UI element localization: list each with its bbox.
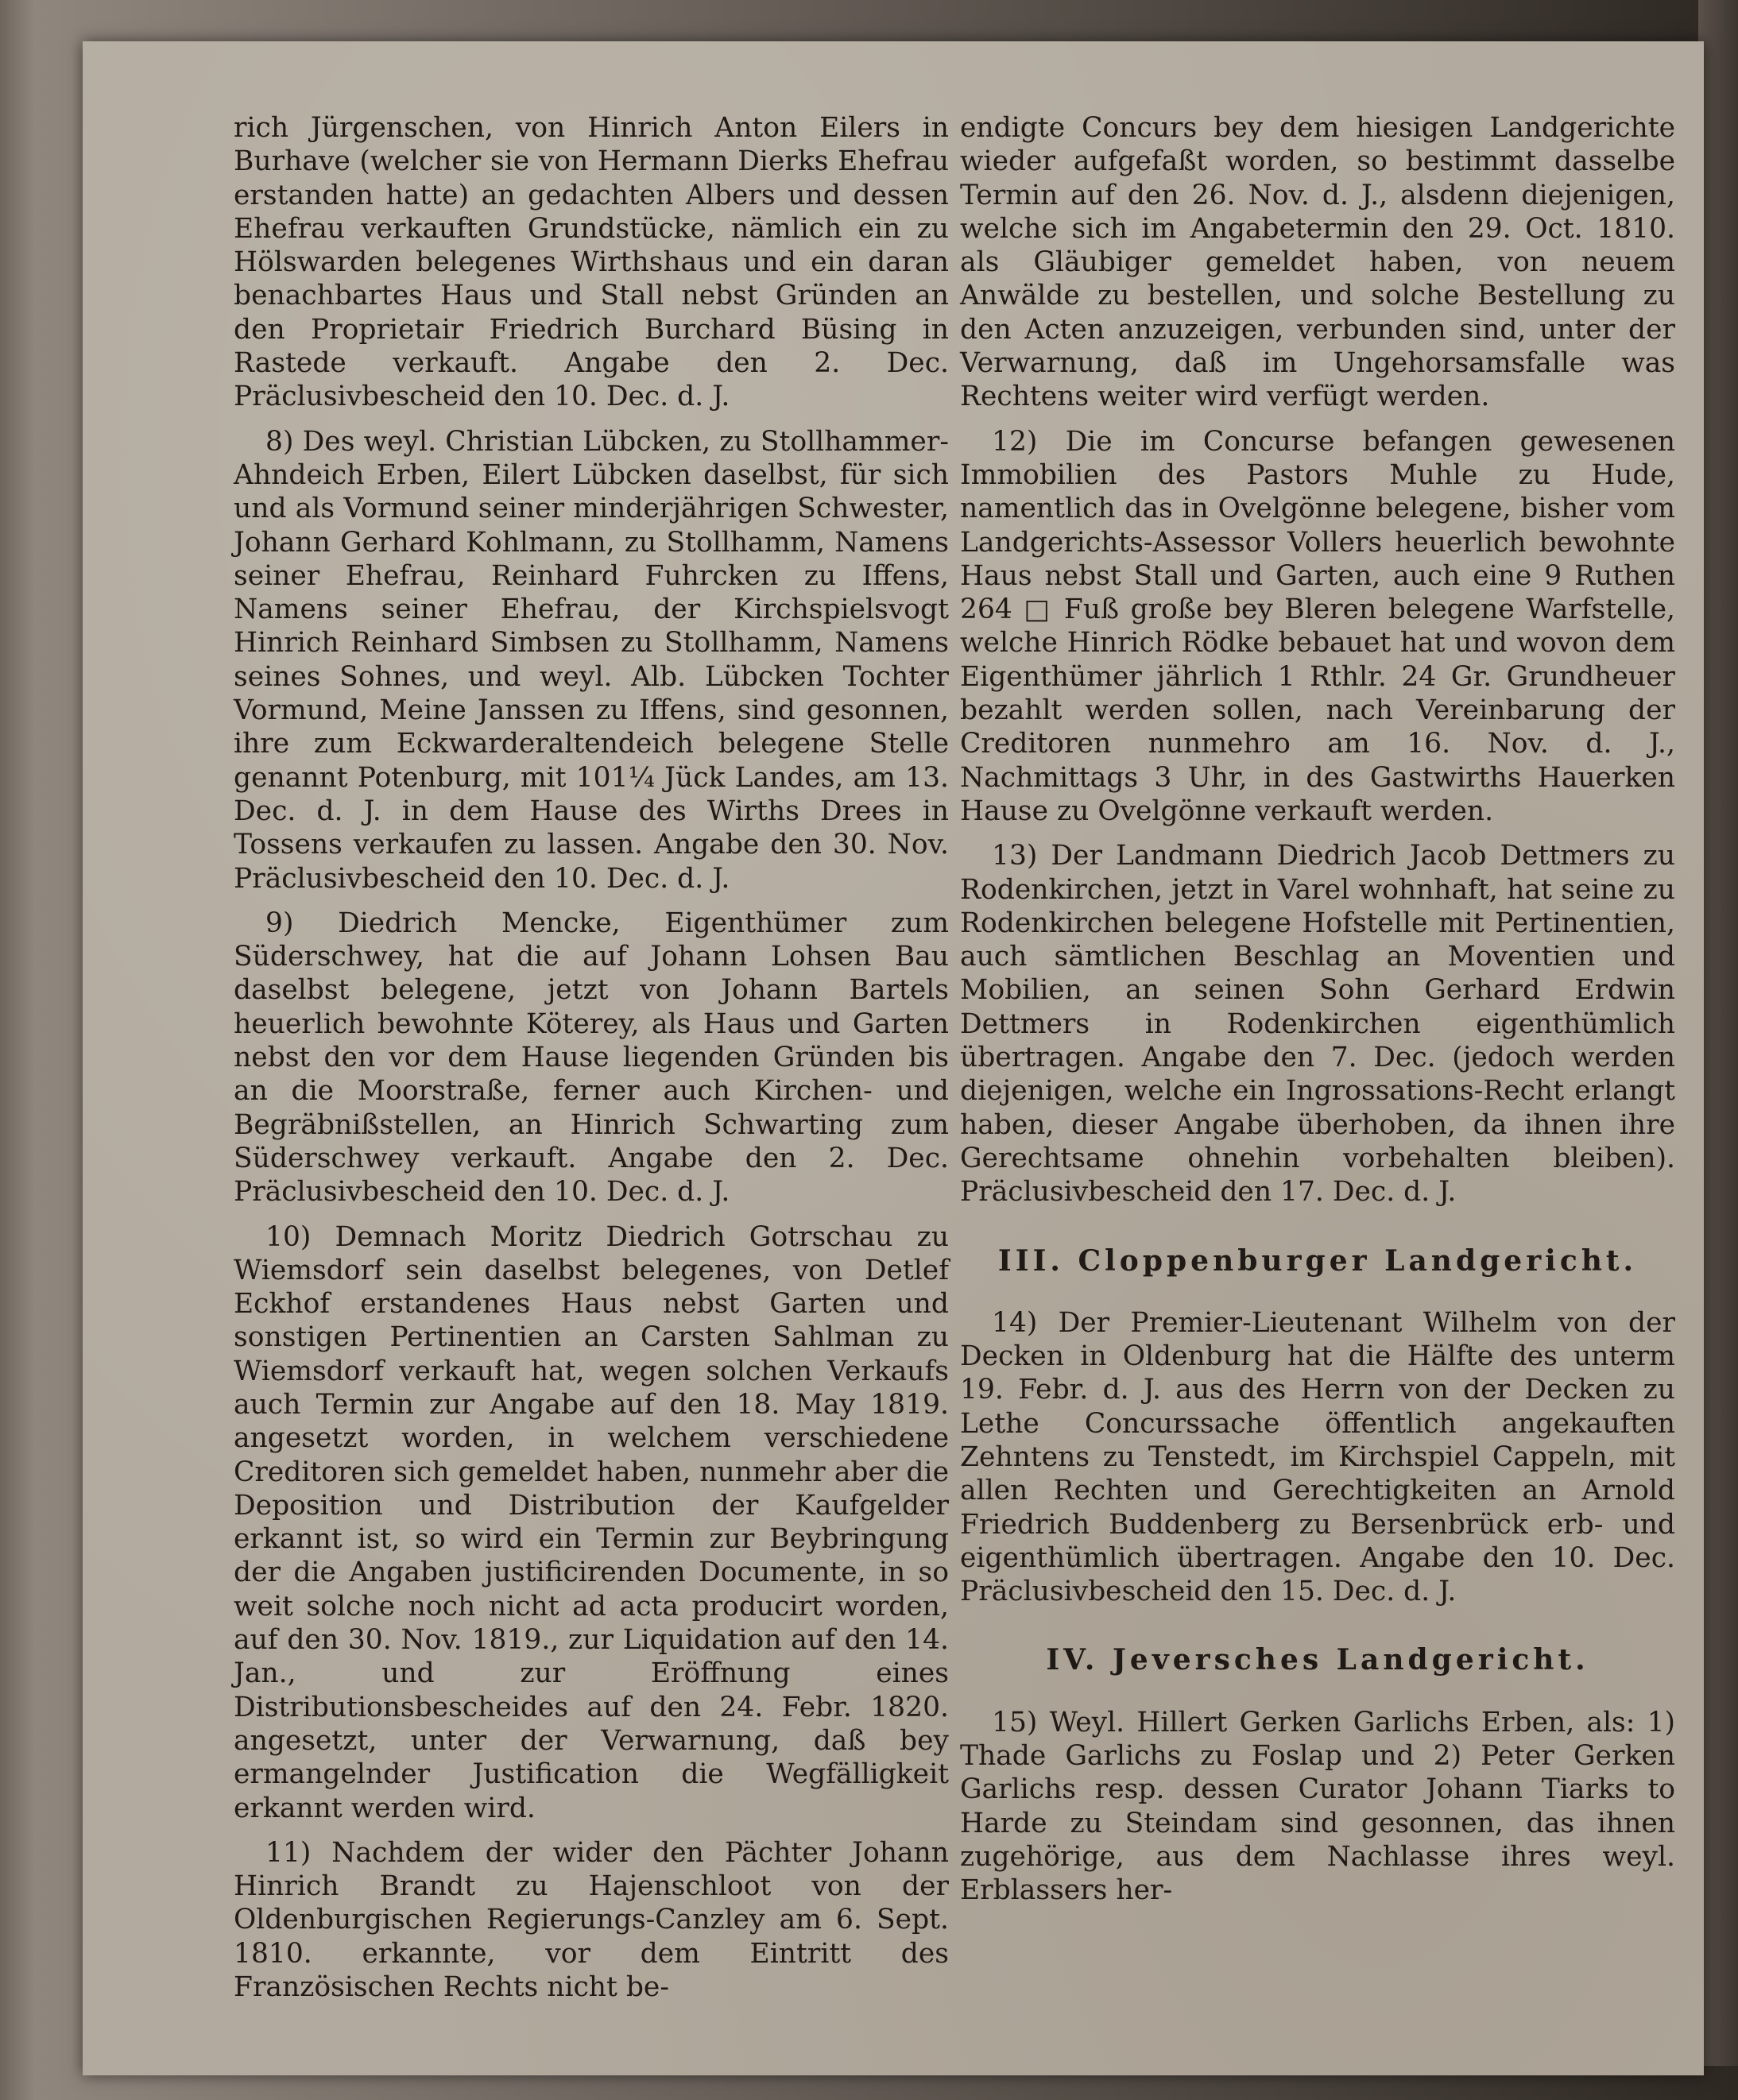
paragraph-15: 15) Weyl. Hillert Gerken Garlichs Erben, als: 1) Thade Garlichs zu Foslap und 2) Peter Gerken Garlichs resp. dessen Curator Johann Tiarks to Harde zu Steindam sind gesonnen, das ihnen zugehörige, aus dem Nachlasse ihres weyl. Erblassers her- [960,1706,1675,1907]
paragraph-12: 12) Die im Concurse befangen gewesenen Immobilien des Pastors Muhle zu Hude, namentlich das in Ovelgönne belegene, bisher vom Landgerichts-Assessor Vollers heuerlich bewohnte Haus nebst Stall und Garten, auch eine 9 Ruthen 264 □ Fuß große bey Bleren belegene Warfstelle, welche Hinrich Rödke bebauet hat und wovon dem Eigenthümer jährlich 1 Rthlr. 24 Gr. Grundheuer bezahlt werden sollen, nach Vereinbarung der Creditoren nunmehro am 16. Nov. d. J., Nachmittags 3 Uhr, in des Gastwirths Hauerken Hause zu Ovelgönne verkauft werden. [960,425,1675,827]
paragraph-13: 13) Der Landmann Diedrich Jacob Dettmers zu Rodenkirchen, jetzt in Varel wohnhaft, hat seine zu Rodenkirchen belegene Hofstelle mit Pertinentien, auch sämtlichen Beschlag an Moventien und Mobilien, an seinen Sohn Gerhard Erdwin Dettmers in Rodenkirchen eigenthümlich übertragen. Angabe den 7. Dec. (jedoch werden diejenigen, welche ein Ingrossations-Recht erlangt haben, dieser Angabe überhoben, da ihnen ihre Gerechtsame ohnehin vorbehalten bleiben). Präclusivbescheid den 17. Dec. d. J. [960,840,1675,1209]
page-edge-shadow [1698,0,1738,2066]
paragraph-11-continued: endigte Concurs bey dem hiesigen Landgerichte wieder aufgefaßt worden, so bestimmt dasselbe Termin auf den 26. Nov. d. J., alsdenn diejenigen, welche sich im Angabetermin den 29. Oct. 1810. als Gläubiger gemeldet haben, von neuem Anwälde zu bestellen, und solche Bestellung zu den Acten anzuzeigen, verbunden sind, unter der Verwarnung, daß im Ungehorsamsfalle was Rechtens weiter wird verfügt werden. [960,112,1675,413]
section-heading-cloppenburg: III. Cloppenburger Landgericht. [997,1243,1638,1278]
document-page [83,41,1704,2075]
paragraph-continued: rich Jürgenschen, von Hinrich Anton Eilers in Burhave (welcher sie von Hermann Dierks Ehefrau erstanden hatte) an gedachten Albers und dessen Ehefrau verkauften Grundstücke, nämlich ein zu Hölswarden belegenes Wirthshaus und ein daran benachbartes Haus und Stall nebst Gründen an den Proprietair Friedrich Burchard Büsing in Rastede verkauft. Angabe den 2. Dec. Präclusivbescheid den 10. Dec. d. J. [234,112,949,413]
paragraph-10: 10) Demnach Moritz Diedrich Gotrschau zu Wiemsdorf sein daselbst belegenes, von Detlef Eckhof erstandenes Haus nebst Garten und sonstigen Pertinentien an Carsten Sahlman zu Wiemsdorf verkauft hat, wegen solchen Verkaufs auch Termin zur Angabe auf den 18. May 1819. angesetzt worden, in welchem verschiedene Creditoren sich gemeldet haben, nunmehr aber die Deposition und Distribution der Kaufgelder erkannt ist, so wird ein Termin zur Beybringung der die Angaben justificirenden Documente, in so weit solche noch nicht ad acta producirt worden, auf den 30. Nov. 1819., zur Liquidation auf den 14. Jan., und zur Eröffnung eines Distributionsbescheides auf den 24. Febr. 1820. angesetzt, unter der Verwarnung, daß bey ermangelnder Justification die Wegfälligkeit erkannt werden wird. [234,1220,949,1824]
left-column [234,111,949,2015]
right-column [960,111,1675,1919]
paragraph-14: 14) Der Premier-Lieutenant Wilhelm von der Decken in Oldenburg hat die Hälfte des unterm 19. Febr. d. J. aus des Herrn von der Decken zu Lethe Concurssache öffentlich angekauften Zehntens zu Tenstedt, im Kirchspiel Cappeln, mit allen Rechten und Gerechtigkeiten an Arnold Friedrich Buddenberg zu Bersenbrück erb- und eigenthümlich übertragen. Angabe den 10. Dec. Präclusivbescheid den 15. Dec. d. J. [960,1306,1675,1608]
paragraph-8: 8) Des weyl. Christian Lübcken, zu Stollhammer-Ahndeich Erben, Eilert Lübcken daselbst, für sich und als Vormund seiner minderjährigen Schwester, Johann Gerhard Kohlmann, zu Stollhamm, Namens seiner Ehefrau, Reinhard Fuhrcken zu Iffens, Namens seiner Ehefrau, der Kirchspielsvogt Hinrich Reinhard Simbsen zu Stollhamm, Namens seines Sohnes, und weyl. Alb. Lübcken Tochter Vormund, Meine Janssen zu Iffens, sind gesonnen, ihre zum Eckwarderaltendeich belegene Stelle genannt Potenburg, mit 101¼ Jück Landes, am 13. Dec. d. J. in dem Hause des Wirths Drees in Tossens verkaufen zu lassen. Angabe den 30. Nov. Präclusivbescheid den 10. Dec. d. J. [234,425,949,895]
section-heading-jever: IV. Jeversches Landgericht. [1046,1643,1589,1677]
paragraph-11: 11) Nachdem der wider den Pächter Johann Hinrich Brandt zu Hajenschloot von der Oldenburgischen Regierungs-Canzley am 6. Sept. 1810. erkannte, vor dem Eintritt des Französischen Rechts nicht be- [234,1836,949,2004]
paragraph-9: 9) Diedrich Mencke, Eigenthümer zum Süderschwey, hat die auf Johann Lohsen Bau daselbst belegene, jetzt von Johann Bartels heuerlich bewohnte Köterey, als Haus und Garten nebst den vor dem Hause liegenden Gründen bis an die Moorstraße, ferner auch Kirchen- und Begräbnißstellen, an Hinrich Schwarting zum Süderschwey verkauft. Angabe den 2. Dec. Präclusivbescheid den 10. Dec. d. J. [234,907,949,1209]
